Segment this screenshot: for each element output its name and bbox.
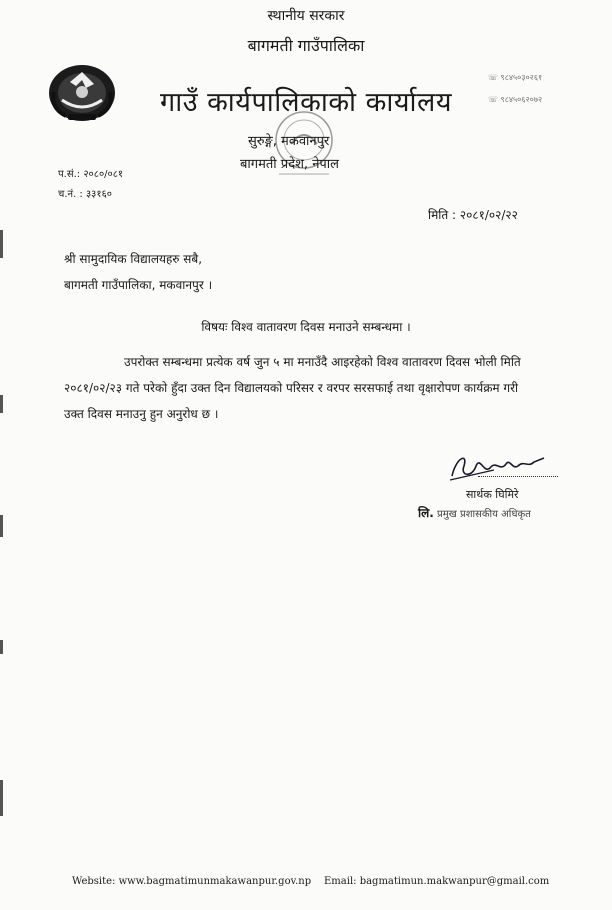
footer-email: Email: bagmatimun.makwanpur@gmail.com: [324, 876, 550, 887]
recipient-line-2: बागमती गाउँपालिका, मकवानपुर ।: [64, 278, 213, 292]
handwritten-signature: [446, 446, 558, 486]
signatory-name: सार्थक घिमिरे: [466, 488, 519, 501]
signatory-prefix: लि.: [418, 506, 434, 520]
recipient-line-1: श्री सामुदायिक विद्यालयहरु सबै,: [64, 252, 203, 266]
address-line-2: बागमती प्रदेश, नेपाल: [240, 157, 339, 172]
reference-number: प.सं.: २०८०/०८१: [58, 169, 124, 180]
header-municipality-name: बागमती गाउँपालिका: [247, 36, 365, 55]
scan-edge-mark: [0, 515, 3, 537]
signatory-title: प्रमुख प्रशासकीय अधिकृत: [437, 509, 531, 520]
address-line-1: सुरुङ्गे, मकवानपुर: [248, 134, 330, 149]
scan-edge-mark: [0, 780, 3, 816]
dispatch-number: च.नं. : ३३१६०: [58, 189, 112, 200]
scan-edge-mark: [0, 395, 3, 413]
letter-date: मिति : २०८१/०२/२२: [428, 208, 518, 222]
scan-edge-mark: [0, 640, 3, 654]
signature-line: [478, 476, 558, 477]
letter-subject: विषयः विश्व वातावरण दिवस मनाउने सम्बन्धमा ।: [201, 320, 411, 334]
letter-body-text: उपरोक्त सम्बन्धमा प्रत्येक वर्ष जुन ५ मा मनाउँदै आइरहेको विश्व वातावरण दिवस भोली मिति २०८१/०२/२३ गते परेको हुँदा उक्त दिन विद्यालयको परिसर र वरपर सरसफाई तथा वृक्षारोपण कार्यक्रम गरी उक्त दिवस मनाउनु हुन अनुरोध छ ।: [64, 355, 521, 421]
phone-number-1: ☏ ९८४५०३०२६१: [488, 73, 543, 82]
phone-number-2: ☏ ९८४५०६२०७२: [488, 95, 543, 104]
letter-body: [64, 349, 540, 427]
header-office-name: गाउँ कार्यपालिकाको कार्यालय: [160, 87, 452, 118]
header-local-government: स्थानीय सरकार: [267, 8, 345, 24]
scan-edge-mark: [0, 230, 3, 258]
footer-website: Website: www.bagmatimunmakawanpur.gov.np: [72, 876, 312, 887]
signatory-title-row: [418, 504, 531, 521]
